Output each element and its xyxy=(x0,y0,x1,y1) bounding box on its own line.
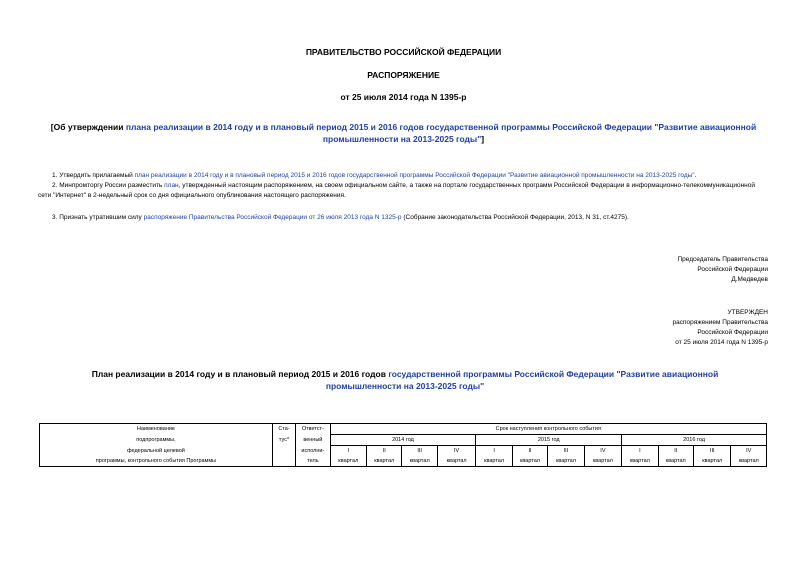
quarter-label: квартал xyxy=(476,456,512,467)
quarter-label: квартал xyxy=(731,456,767,467)
paragraph-2-text: 2. Минпромторгу России разместить xyxy=(52,182,165,189)
signature-block xyxy=(677,255,768,285)
subject-suffix: ] xyxy=(481,134,485,144)
header-status-line xyxy=(272,456,295,467)
header-year-2016: 2016 год xyxy=(622,435,767,446)
quarter-label: квартал xyxy=(512,456,547,467)
quarter-label: квартал xyxy=(437,456,475,467)
header-deadline-cell: Срок наступления контрольного события xyxy=(330,424,766,435)
header-name-line: программы, контрольного события Программы xyxy=(40,456,273,467)
header-status-cell: Ста- xyxy=(272,424,295,435)
signature-name: Д.Медведев xyxy=(731,276,768,283)
table-header-row xyxy=(40,446,767,457)
quarter-label: квартал xyxy=(694,456,731,467)
signature-position: Председатель Правительства xyxy=(677,256,768,263)
quarter-label: квартал xyxy=(548,456,584,467)
document-type-heading: РАСПОРЯЖЕНИЕ xyxy=(367,70,440,80)
header-year-2014: 2014 год xyxy=(330,435,476,446)
paragraph-3-text: 3. Признать утратившим силу xyxy=(52,214,144,221)
quarter-label: квартал xyxy=(584,456,621,467)
quarter-numeral: III xyxy=(548,446,584,457)
quarter-numeral: I xyxy=(622,446,658,457)
quarter-label: квартал xyxy=(402,456,437,467)
paragraph-3-end: (Собрание законодательства Российской Федерации, 2013, N 31, ст.4275). xyxy=(401,214,629,221)
quarter-label: квартал xyxy=(367,456,402,467)
control-events-table xyxy=(39,423,767,467)
order-paragraphs xyxy=(38,171,768,223)
header-name-cell: Наименование xyxy=(40,424,273,435)
quarter-numeral: IV xyxy=(584,446,621,457)
header-status-line: тус* xyxy=(272,435,295,446)
quarter-numeral: IV xyxy=(437,446,475,457)
quarter-numeral: III xyxy=(402,446,437,457)
paragraph-2 xyxy=(38,181,768,201)
plan-title-text: План реализации в 2014 году и в плановый период 2015 и 2016 годов xyxy=(91,369,389,379)
paragraph-1-plan-link[interactable]: план реализации в 2014 году и в плановый период 2015 и 2016 годов государственной программы Российской Федерации "Развитие авиационной промышленности на 2013-2025 годы" xyxy=(134,172,695,179)
quarter-numeral: II xyxy=(367,446,402,457)
document-date-number: от 25 июля 2014 года N 1395-р xyxy=(340,92,467,102)
approval-by: распоряжением Правительства xyxy=(672,319,768,326)
paragraph-1-end: . xyxy=(694,172,697,179)
table-header-row xyxy=(40,424,767,435)
quarter-label: квартал xyxy=(330,456,366,467)
quarter-numeral: I xyxy=(476,446,512,457)
approval-date: от 25 июля 2014 года N 1395-р xyxy=(675,339,768,346)
quarter-numeral: I xyxy=(330,446,366,457)
table-header-row xyxy=(40,456,767,467)
paragraph-1 xyxy=(38,171,768,181)
header-responsible-line: венный xyxy=(296,435,330,446)
quarter-numeral: III xyxy=(694,446,731,457)
header-name-line: федеральной целевой xyxy=(40,446,273,457)
quarter-numeral: II xyxy=(512,446,547,457)
paragraph-2-plan-link[interactable]: план xyxy=(164,182,179,189)
paragraph-1-text: 1. Утвердить прилагаемый xyxy=(52,172,135,179)
paragraph-3-decree-link[interactable]: распоряжение Правительства Российской Федерации от 26 июля 2013 года N 1325-р xyxy=(143,214,402,221)
header-responsible-cell: Ответст- xyxy=(296,424,330,435)
approval-country: Российской Федерации xyxy=(697,329,768,336)
quarter-numeral: II xyxy=(658,446,693,457)
quarter-label: квартал xyxy=(622,456,658,467)
header-name-line: подпрограммы, xyxy=(40,435,273,446)
quarter-numeral: IV xyxy=(731,446,767,457)
header-responsible-line: тель xyxy=(296,456,330,467)
header-responsible-line: исполни- xyxy=(296,446,330,457)
paragraph-2-end: , утвержденный настоящим распоряжением, на своем официальном сайте, а также на портале государственных программ Российской Федерации в информационно-телекоммуникационной сети "Интернет" в 2-недельный срок со дня официального опубликования настоящего распоряжения. xyxy=(38,182,755,199)
subject-plan-link[interactable]: плана реализации в 2014 году и в плановый период 2015 и 2016 годов государственной программы Российской Федерации "Развитие авиационной промышленности на 2013-2025 годы" xyxy=(125,122,757,144)
signature-country: Российской Федерации xyxy=(697,266,768,273)
government-heading: ПРАВИТЕЛЬСТВО РОССИЙСКОЙ ФЕДЕРАЦИИ xyxy=(305,47,502,57)
subject-prefix: [Об утверждении xyxy=(50,122,126,132)
paragraph-3 xyxy=(38,213,768,223)
approval-block xyxy=(673,308,768,348)
quarter-label: квартал xyxy=(658,456,693,467)
plan-title-program-link[interactable]: государственной программы Российской Федерации "Развитие авиационной промышленности на 2013-2025 годы" xyxy=(325,369,719,391)
header-status-line xyxy=(272,446,295,457)
plan-title xyxy=(60,368,750,392)
header-year-2015: 2015 год xyxy=(476,435,622,446)
approval-stamp: УТВЕРЖДЕН xyxy=(727,309,768,316)
document-subject xyxy=(40,121,767,145)
table-header-row xyxy=(40,435,767,446)
